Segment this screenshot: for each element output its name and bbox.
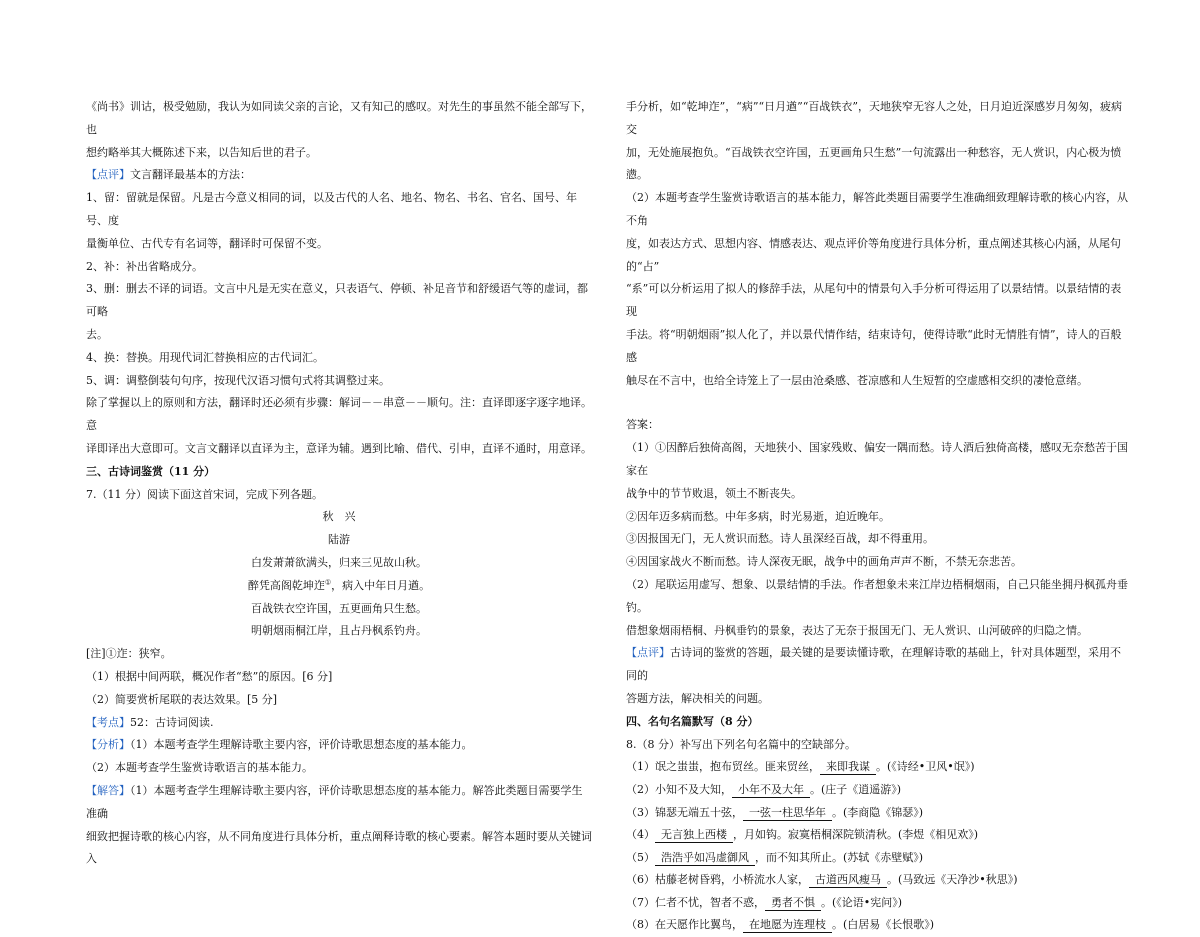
method-line-4: 3、删：删去不译的词语。文言中凡是无实在意义，只表语气、停顿、补足音节和舒缓语气等的虚词，都可略	[86, 282, 588, 319]
jieda-line-2: 细致把握诗歌的核心内容，从不同角度进行具体分析，重点阐释诗歌的核心要素。解答本题时要从关键词入	[86, 829, 592, 866]
fill-post: 。(马致远《天净沙•秋思》)	[887, 873, 1018, 887]
answer-line-1: （1）①因醉后独倚高阁，天地狭小、国家残败、偏安一隅而愁。诗人酒后独倚高楼，感叹无奈愁苦于国家在	[626, 441, 1128, 477]
fill-item-7	[626, 892, 1130, 915]
fill-item-8	[626, 914, 1130, 937]
poem-line-2	[86, 575, 592, 598]
answer-line-6: （2）尾联运用虚写、想象、以景结情的手法。作者想象未来江岸边梧桐烟雨，自己只能坐拥丹枫孤舟垂钓。	[626, 577, 1128, 614]
poem-line-2a: 醉凭高阁乾坤迮	[247, 578, 325, 592]
note-mark: ①	[324, 578, 332, 587]
poem-line-3: 百战铁衣空许国，五更画角只生愁。	[251, 601, 427, 615]
fill-answer: 浩浩乎如冯虚御风	[655, 851, 755, 866]
sub-question-2: （2）简要赏析尾联的表达效果。[5 分]	[86, 692, 278, 706]
fill-list	[626, 756, 1130, 937]
fill-item-2	[626, 779, 1130, 802]
dianping-right-line-1	[626, 642, 1130, 688]
fenxi-text-1: （1）本题考查学生理解诗歌主要内容，评价诗歌思想态度的基本能力。	[130, 738, 473, 752]
jieda-line-1	[86, 780, 592, 826]
section-4-heading: 四、名句名篇默写（8 分）	[626, 714, 759, 728]
sub-question-1: （1）根据中间两联，概况作者“愁”的原因。[6 分]	[86, 669, 333, 683]
dianping-line	[86, 164, 592, 187]
dianping-text: 文言翻译最基本的方法：	[130, 168, 251, 182]
fenxi-tag: 【分析】	[86, 738, 130, 752]
left-column	[86, 96, 592, 871]
answer-label: 答案：	[626, 418, 659, 432]
dianping-right-line-2: 答题方法，解决相关的问题。	[626, 691, 769, 705]
fenxi-line-1	[86, 734, 592, 757]
fill-post: 。(李商隐《锦瑟》)	[832, 805, 924, 819]
method-line-7: 5、调：调整倒装句句序，按现代汉语习惯句式将其调整过来。	[86, 373, 390, 387]
section-3-heading: 三、古诗词鉴赏（11 分）	[86, 464, 216, 478]
kaodian-tag: 【考点】	[86, 715, 130, 729]
fill-item-4	[626, 824, 1130, 847]
fenxi-line-2: （2）本题考查学生鉴赏诗歌语言的基本能力。	[86, 761, 313, 775]
fill-answer: 在地愿为连理枝	[743, 918, 832, 933]
spacer	[626, 392, 1130, 414]
fill-answer: 勇者不惧	[765, 896, 821, 911]
fill-pre: （1）氓之蚩蚩，抱布贸丝。匪来贸丝，	[626, 760, 820, 774]
poem-title: 秋 兴	[322, 510, 356, 524]
dianping-right-text-1: 古诗词的鉴赏的答题，最关键的是要读懂诗歌，在理解诗歌的基础上，针对具体题型，采用不同的	[626, 646, 1121, 683]
fill-post: 。(庄子《逍遥游》)	[810, 782, 902, 796]
poem-line-1: 白发萧萧欲满头，归来三见故山秋。	[251, 555, 427, 569]
fill-answer: 来即我谋	[820, 760, 876, 775]
method-line-6: 4、换：替换。用现代词汇替换相应的古代词汇。	[86, 350, 324, 364]
fill-post: ，而不知其所止。(苏轼《赤壁赋》)	[755, 850, 924, 864]
answer-line-7: 借想象烟雨梧桐、丹枫垂钓的景象，表达了无奈于报国无门、无人赏识、山河破碎的归隐之情。	[626, 623, 1088, 637]
fill-pre: （6）枯藤老树昏鸦，小桥流水人家，	[626, 873, 809, 887]
kaodian-text: 52：古诗词阅读.	[130, 715, 214, 729]
poem-note: [注]①迮：狭窄。	[86, 647, 172, 661]
cont-line-6: 手法。将“明朝烟雨”拟人化了，并以景代情作结，结束诗句，使得诗歌“此时无情胜有情”，诗人的百般感	[626, 327, 1122, 364]
method-line-9: 译即译出大意即可。文言文翻译以直译为主，意译为辅。遇到比喻、借代、引申，直译不通时，用意译。	[86, 441, 592, 455]
fill-pre: （2）小知不及大知，	[626, 782, 732, 796]
cont-line-2: 加，无处施展抱负。“百战铁衣空许国，五更画角只生愁”一句流露出一种愁容，无人赏识，内心极为愤懑。	[626, 145, 1122, 182]
fill-item-1	[626, 756, 1130, 779]
fill-item-3	[626, 802, 1130, 825]
poem-author: 陆游	[328, 533, 350, 547]
fill-post: 。(白居易《长恨歌》)	[832, 918, 935, 932]
cont-line-5: “系”可以分析运用了拟人的修辞手法，从尾句中的情景句入手分析可得运用了以景结情。以景结情的表现	[626, 282, 1122, 319]
fill-post: ，月如钩。寂寞梧桐深院锁清秋。(李煜《相见欢》)	[733, 828, 979, 842]
method-line-2: 量衡单位、古代专有名词等，翻译时可保留不变。	[86, 236, 328, 250]
fill-item-5	[626, 847, 1130, 870]
poem-line-2b: ，病入中年日月遒。	[331, 578, 431, 592]
question-7: 7.（11 分）阅读下面这首宋词，完成下列各题。	[86, 487, 323, 501]
jieda-tag: 【解答】	[86, 783, 130, 797]
method-line-5: 去。	[86, 327, 108, 341]
answer-line-2: 战争中的节节败退，领土不断丧失。	[626, 486, 802, 500]
fill-pre: （3）锦瑟无端五十弦，	[626, 805, 743, 819]
fill-answer: 小年不及大年	[732, 783, 810, 798]
dianping-right-tag: 【点评】	[626, 646, 670, 660]
fill-pre: （5）	[626, 850, 655, 864]
cont-line-4: 度，如表达方式、思想内容、情感表达、观点评价等角度进行具体分析，重点阐述其核心内涵，从尾句的“占”	[626, 236, 1121, 273]
jieda-text-1: （1）本题考查学生理解诗歌主要内容，评价诗歌思想态度的基本能力。解答此类题目需要学生准确	[86, 783, 583, 820]
fill-answer: 一弦一柱思华年	[743, 806, 832, 821]
fill-pre: （4）	[626, 828, 655, 842]
intro-line-2: 想约略举其大概陈述下来，以告知后世的君子。	[86, 145, 317, 159]
answer-line-4: ③因报国无门，无人赏识而愁。诗人虽深经百战，却不得重用。	[626, 532, 934, 546]
answer-line-5: ④因国家战火不断而愁。诗人深夜无眠，战争中的画角声声不断，不禁无奈悲苦。	[626, 555, 1022, 569]
fill-item-6	[626, 869, 1130, 892]
method-line-3: 2、补：补出省略成分。	[86, 259, 203, 273]
kaodian-line	[86, 712, 592, 735]
method-line-8: 除了掌握以上的原则和方法，翻译时还必须有步骤：解词－－串意－－顺句。注：直译即逐字逐字地译。意	[86, 396, 592, 433]
fill-answer: 无言独上西楼	[655, 828, 733, 843]
cont-line-7: 触尽在不言中，也给全诗笼上了一层由沧桑感、苍凉感和人生短暂的空虚感相交织的凄怆意绪。	[626, 373, 1088, 387]
right-column	[626, 96, 1130, 937]
answer-line-3: ②因年迈多病而愁。中年多病，时光易逝，迫近晚年。	[626, 509, 890, 523]
question-8: 8.（8 分）补写出下列名句名篇中的空缺部分。	[626, 737, 856, 751]
method-line-1: 1、留：留就是保留。凡是古今意义相同的词，以及古代的人名、地名、物名、书名、官名、国号、年号、度	[86, 191, 577, 227]
intro-line-1: 《尚书》训诂，极受勉励，我认为如同读父亲的言论，又有知己的感叹。对先生的事虽然不能全部写下，也	[86, 100, 592, 136]
dianping-tag: 【点评】	[86, 168, 130, 182]
fill-post: 。(《诗经•卫风•氓》)	[876, 760, 975, 774]
cont-line-1: 手分析，如“乾坤迮”，“病”“日月遒”“百战铁衣”，天地狭窄无容人之处，日月迫近深感岁月匆匆，疲病交	[626, 100, 1122, 136]
fill-answer: 古道西风瘦马	[809, 873, 887, 888]
fill-post: 。(《论语•宪问》)	[821, 895, 903, 909]
cont-line-3: （2）本题考查学生鉴赏诗歌语言的基本能力，解答此类题目需要学生准确细致理解诗歌的核心内容，从不角	[626, 191, 1128, 227]
poem-line-4: 明朝烟雨桐江岸，且占丹枫系钓舟。	[251, 624, 427, 638]
fill-pre: （7）仁者不忧，智者不惑，	[626, 895, 765, 909]
fill-pre: （8）在天愿作比翼鸟，	[626, 918, 743, 932]
